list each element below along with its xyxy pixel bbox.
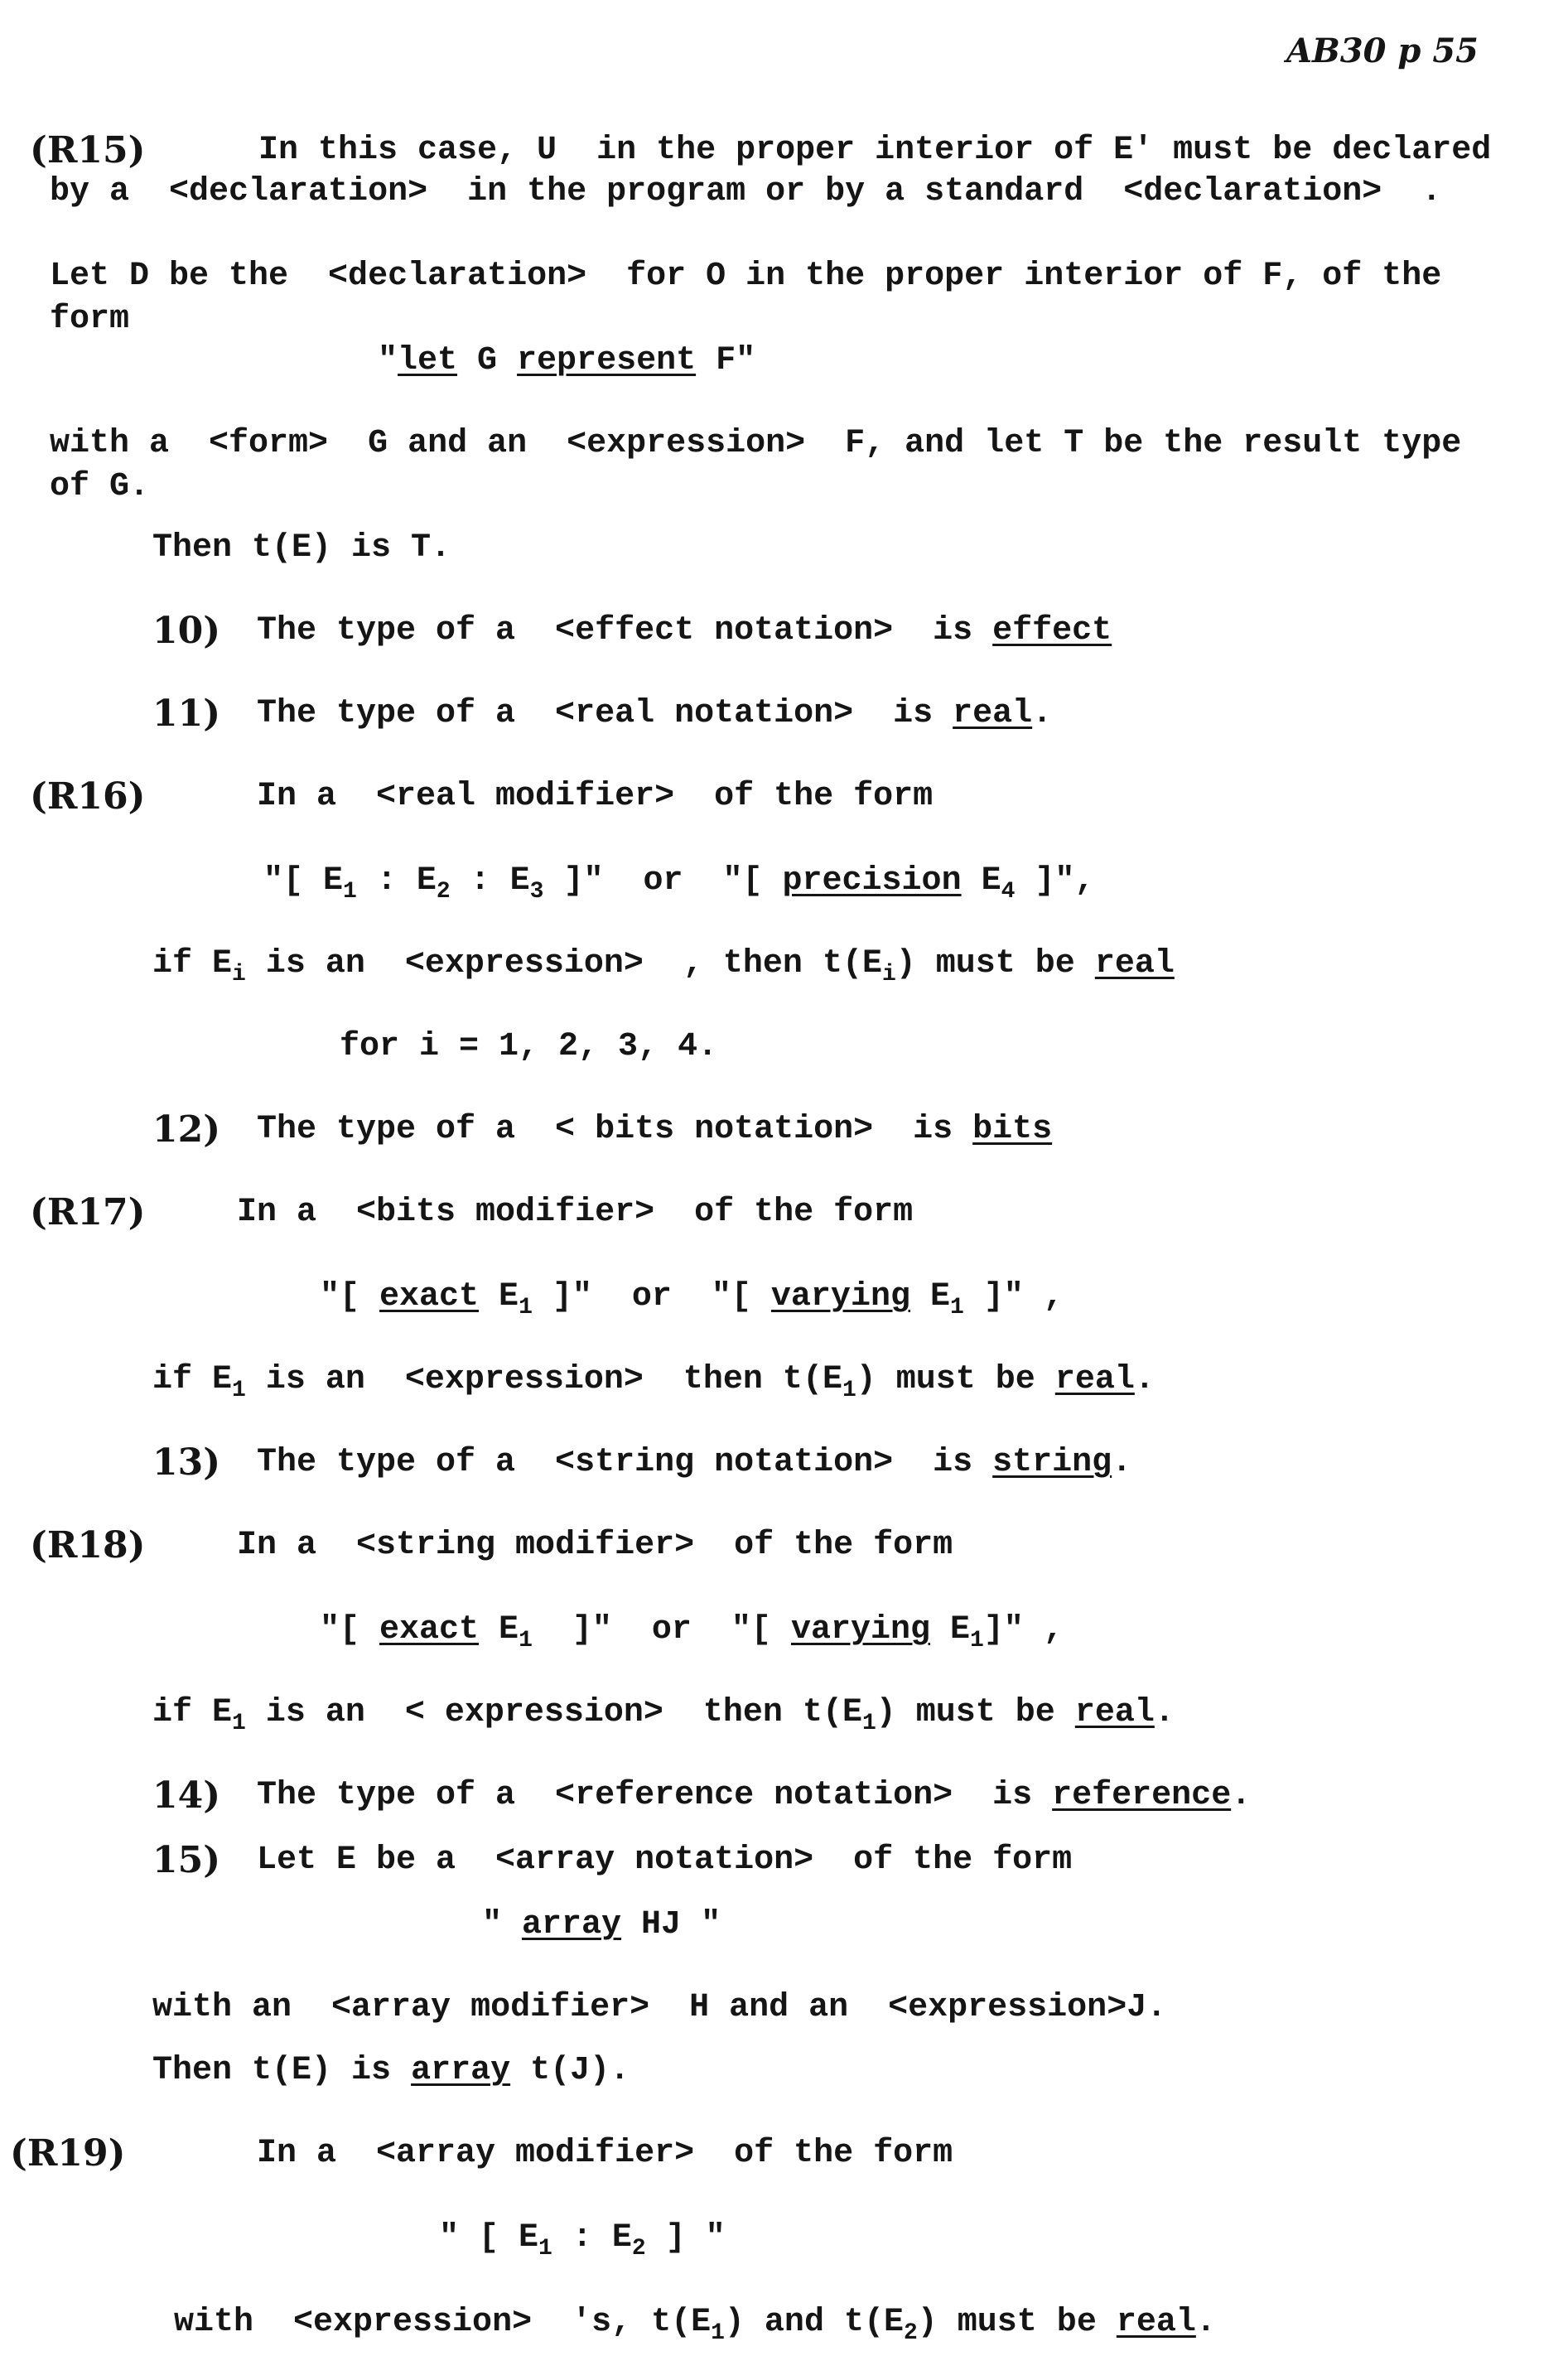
text-fragment: " — [482, 1906, 523, 1943]
text-fragment: ]" , — [963, 1278, 1064, 1316]
r16-form — [263, 862, 1095, 905]
text-fragment: "[ E — [263, 862, 344, 900]
r15-line4: form — [50, 301, 130, 338]
text-fragment: ]" or "[ — [543, 862, 783, 900]
text-fragment: is an < expression> then t(E — [245, 1694, 862, 1731]
rule-label-r15: (R15) — [30, 129, 146, 171]
keyword-let: let — [398, 342, 458, 379]
item-number-11: 11) — [152, 693, 221, 735]
text-fragment: ) must be — [876, 1694, 1075, 1731]
form-g: G — [457, 342, 518, 379]
text-fragment: 4 — [1001, 879, 1016, 905]
r19-form — [439, 2218, 726, 2262]
text-fragment: if E — [152, 1694, 233, 1731]
text-fragment: E — [929, 1611, 970, 1649]
r18-condition — [152, 1693, 1175, 1736]
text-fragment: : E — [450, 862, 530, 900]
r16-condition — [152, 944, 1175, 987]
text-fragment: "[ — [320, 1278, 380, 1316]
text-fragment: 1 — [519, 1628, 533, 1653]
r15-line2: by a <declaration> in the program or by a standard <declaration> . — [50, 173, 1442, 210]
text-fragment: E — [479, 1278, 519, 1316]
text-fragment: . — [1195, 2304, 1216, 2341]
keyword-real: real — [953, 695, 1033, 732]
r15-form-expression — [378, 341, 755, 381]
keyword-real: real — [1074, 1694, 1155, 1731]
text-fragment: The type of a <reference notation> is — [257, 1777, 1053, 1814]
text-fragment: with <expression> 's, t(E — [174, 2304, 712, 2341]
text-fragment: t(J). — [510, 2052, 630, 2089]
text-fragment: HJ " — [621, 1906, 721, 1943]
text-fragment: : E — [356, 862, 437, 900]
text-fragment: 1 — [949, 1295, 964, 1320]
item11-text — [257, 694, 1052, 734]
text-fragment: 2 — [631, 2236, 646, 2262]
text-fragment: 2 — [903, 2320, 918, 2346]
text-fragment: ]", — [1015, 862, 1095, 900]
text-fragment: . — [1112, 1444, 1132, 1481]
text-fragment: ) and t(E — [724, 2304, 904, 2341]
keyword-represent: represent — [517, 342, 697, 379]
item-number-14: 14) — [152, 1774, 221, 1817]
keyword-precision: precision — [782, 862, 962, 900]
text-fragment: i — [232, 962, 246, 987]
item-number-15: 15) — [152, 1839, 221, 1881]
rule-label-r19: (R19) — [10, 2132, 126, 2175]
text-fragment: . — [1231, 1777, 1252, 1814]
item14-text — [257, 1776, 1251, 1816]
text-fragment: 1 — [232, 1378, 246, 1403]
text-fragment: ]" or "[ — [532, 1611, 791, 1649]
text-fragment: "[ — [320, 1611, 380, 1649]
keyword-real: real — [1054, 1361, 1135, 1398]
text-fragment: 1 — [519, 1295, 533, 1320]
r15-line1: In this case, U in the proper interior of E' must be declared — [258, 132, 1492, 169]
r16-line1: In a <real modifier> of the form — [257, 778, 934, 815]
text-fragment: Then t(E) is — [152, 2052, 412, 2089]
text-fragment: 2 — [436, 879, 451, 905]
form-f: F" — [696, 342, 756, 379]
keyword-exact: exact — [379, 1611, 480, 1649]
text-fragment: 1 — [538, 2236, 552, 2262]
item-number-13: 13) — [152, 1441, 221, 1484]
r19-line1: In a <array modifier> of the form — [257, 2135, 953, 2172]
text-fragment: 1 — [842, 1378, 856, 1403]
item15-form — [482, 1905, 721, 1945]
rule-label-r16: (R16) — [30, 775, 146, 818]
text-fragment: 1 — [711, 2320, 725, 2346]
r18-form — [320, 1610, 1064, 1653]
text-fragment: . — [1134, 1361, 1155, 1398]
text-fragment: 1 — [343, 879, 357, 905]
text-fragment: ) must be — [856, 1361, 1055, 1398]
r17-form — [320, 1277, 1064, 1320]
page-reference: AB30 p 55 — [1286, 31, 1479, 70]
item10-sentence: The type of a <effect notation> is — [257, 612, 993, 649]
text-fragment: The type of a <string notation> is — [257, 1444, 993, 1481]
item15-text: Let E be a <array notation> of the form — [257, 1842, 1073, 1879]
text-fragment: 1 — [969, 1628, 984, 1653]
keyword-bits: bits — [972, 1111, 1053, 1148]
text-fragment: : E — [552, 2219, 632, 2257]
text-fragment: ]" or "[ — [532, 1278, 771, 1316]
text-fragment: ] " — [645, 2219, 726, 2257]
keyword-varying: varying — [770, 1278, 910, 1316]
keyword-real: real — [1116, 2304, 1196, 2341]
text-fragment: if E — [152, 945, 233, 982]
text-fragment: 3 — [529, 879, 544, 905]
item-number-12: 12) — [152, 1108, 221, 1151]
r18-line1: In a <string modifier> of the form — [237, 1527, 953, 1564]
r15-line7: Then t(E) is T. — [152, 529, 451, 567]
text-fragment: The type of a < bits notation> is — [257, 1111, 973, 1148]
item10-text — [257, 611, 1112, 651]
text-fragment: " [ E — [439, 2219, 539, 2257]
rule-label-r17: (R17) — [30, 1191, 146, 1233]
r15-line6: of G. — [50, 468, 150, 505]
keyword-array: array — [411, 2052, 511, 2089]
text-fragment: 1 — [232, 1711, 246, 1736]
text-fragment: . — [1154, 1694, 1175, 1731]
period: . — [1032, 695, 1053, 732]
item-number-10: 10) — [152, 610, 221, 652]
text-fragment: is an <expression> , then t(E — [245, 945, 882, 982]
text-fragment: ) must be — [895, 945, 1095, 982]
text-fragment: is an <expression> then t(E — [245, 1361, 842, 1398]
text-fragment: ) must be — [917, 2304, 1117, 2341]
item11-sentence: The type of a <real notation> is — [257, 695, 953, 732]
keyword-real: real — [1094, 945, 1175, 982]
text-fragment: if E — [152, 1361, 233, 1398]
text-fragment: E — [961, 862, 1001, 900]
item13-text — [257, 1443, 1131, 1483]
text-fragment: E — [479, 1611, 519, 1649]
item15-line2: with an <array modifier> H and an <expression>J. — [152, 1989, 1167, 2026]
text-fragment: i — [881, 962, 896, 987]
rule-label-r18: (R18) — [30, 1524, 146, 1567]
keyword-varying: varying — [790, 1611, 930, 1649]
text-fragment: E — [909, 1278, 950, 1316]
keyword-exact: exact — [379, 1278, 480, 1316]
item15-line3 — [152, 2051, 630, 2091]
r15-line5: with a <form> G and an <expression> F, and let T be the result type — [50, 425, 1462, 462]
keyword-effect: effect — [992, 612, 1112, 649]
text-fragment: ]" , — [983, 1611, 1064, 1649]
r19-last-line — [174, 2303, 1216, 2346]
r15-line3: Let D be the <declaration> for O in the proper interior of F, of the — [50, 258, 1442, 295]
r17-condition — [152, 1360, 1155, 1403]
r16-for-line: for i = 1, 2, 3, 4. — [340, 1028, 718, 1065]
item12-text — [257, 1110, 1052, 1150]
r17-line1: In a <bits modifier> of the form — [237, 1194, 914, 1231]
keyword-string: string — [992, 1444, 1112, 1481]
quote: " — [378, 342, 398, 379]
text-fragment: 1 — [861, 1711, 876, 1736]
keyword-reference: reference — [1052, 1777, 1232, 1814]
keyword-array: array — [522, 1906, 622, 1943]
